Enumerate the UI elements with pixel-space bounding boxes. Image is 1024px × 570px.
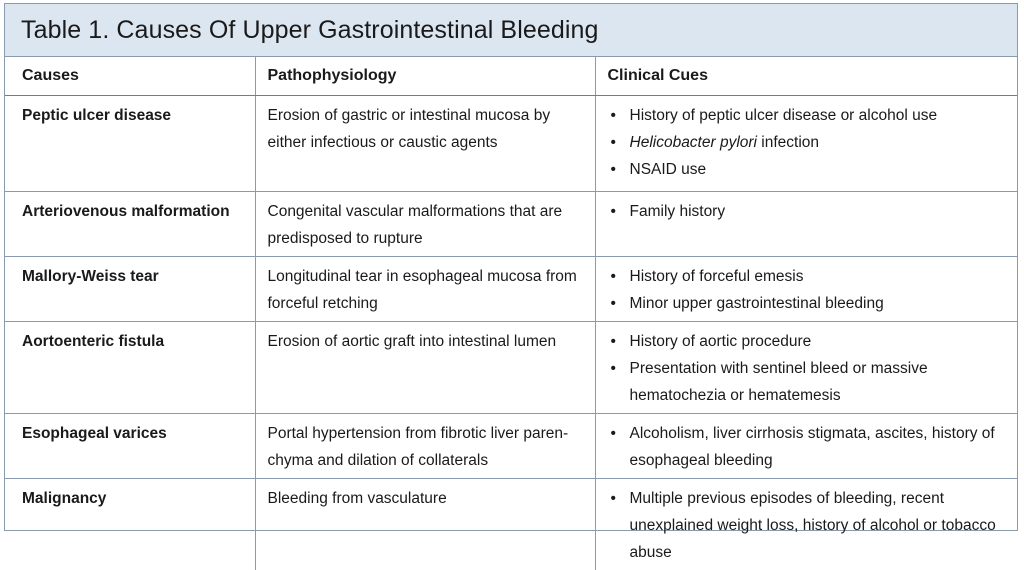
bullet-icon: • — [610, 332, 616, 350]
bullet-icon: • — [610, 294, 616, 312]
cues-list — [608, 102, 1010, 183]
bullet-icon: • — [610, 489, 616, 507]
cue-item: • Multiple previous episodes of bleeding, recent unexplained weight loss, history of alcohol or tobacco abuse — [608, 485, 1010, 566]
pathophysiology-cell: Erosion of gastric or intestinal mucosa by either infectious or caustic agents — [255, 95, 595, 191]
clinical-cues-cell — [595, 321, 1017, 413]
cue-item: • NSAID use — [608, 156, 1010, 183]
column-header-clinical-cues: Clinical Cues — [595, 57, 1017, 95]
clinical-cues-cell — [595, 95, 1017, 191]
title-bar — [5, 4, 1017, 57]
cues-list — [608, 328, 1010, 409]
bullet-icon: • — [610, 133, 616, 151]
bullet-icon: • — [610, 202, 616, 220]
bullet-icon: • — [610, 267, 616, 285]
causes-table — [5, 57, 1017, 570]
cause-cell: Peptic ulcer disease — [5, 95, 255, 191]
cause-cell: Mallory-Weiss tear — [5, 256, 255, 321]
clinical-cues-cell — [595, 413, 1017, 478]
table-title: Table 1. Causes Of Upper Gastrointestinal Bleeding — [21, 15, 599, 44]
table-row — [5, 478, 1017, 570]
cue-item: • Alcoholism, liver cirrhosis stigmata, ascites, history of esophageal bleeding — [608, 420, 1010, 474]
cue-item: • History of forceful emesis — [608, 263, 1010, 290]
pathophysiology-cell: Congenital vascular malformations that are predisposed to rupture — [255, 191, 595, 256]
cue-item: • History of peptic ulcer disease or alcohol use — [608, 102, 1010, 129]
table-row — [5, 191, 1017, 256]
clinical-cues-cell — [595, 256, 1017, 321]
table-row — [5, 321, 1017, 413]
cue-item: • Family history — [608, 198, 1010, 225]
bullet-icon: • — [610, 359, 616, 377]
cues-list — [608, 485, 1010, 566]
cues-list — [608, 198, 1010, 225]
column-header-pathophysiology: Pathophysiology — [255, 57, 595, 95]
cue-item: • History of aortic procedure — [608, 328, 1010, 355]
column-header-causes: Causes — [5, 57, 255, 95]
bullet-icon: • — [610, 424, 616, 442]
cue-item: • Presentation with sentinel bleed or massive hematochezia or hematemesis — [608, 355, 1010, 409]
pathophysiology-cell: Erosion of aortic graft into intestinal lumen — [255, 321, 595, 413]
cause-cell: Malignancy — [5, 478, 255, 570]
bullet-icon: • — [610, 106, 616, 124]
header-row — [5, 57, 1017, 95]
pathophysiology-cell: Longitudinal tear in esophageal mucosa from forceful retching — [255, 256, 595, 321]
cue-item: • Minor upper gastrointestinal bleeding — [608, 290, 1010, 317]
cause-cell: Esophageal varices — [5, 413, 255, 478]
bullet-icon: • — [610, 160, 616, 178]
table-frame — [4, 3, 1018, 561]
pathophysiology-cell: Bleeding from vasculature — [255, 478, 595, 570]
pathophysiology-cell: Portal hypertension from fibrotic liver paren-chyma and dilation of collaterals — [255, 413, 595, 478]
table-row — [5, 413, 1017, 478]
clinical-cues-cell — [595, 191, 1017, 256]
cues-list — [608, 263, 1010, 317]
cause-cell: Aortoenteric fistula — [5, 321, 255, 413]
cause-cell: Arteriovenous malformation — [5, 191, 255, 256]
cue-item: • Helicobacter pylori infection — [608, 129, 1010, 156]
table-row — [5, 256, 1017, 321]
clinical-cues-cell — [595, 478, 1017, 570]
table-row — [5, 95, 1017, 191]
cues-list — [608, 420, 1010, 474]
